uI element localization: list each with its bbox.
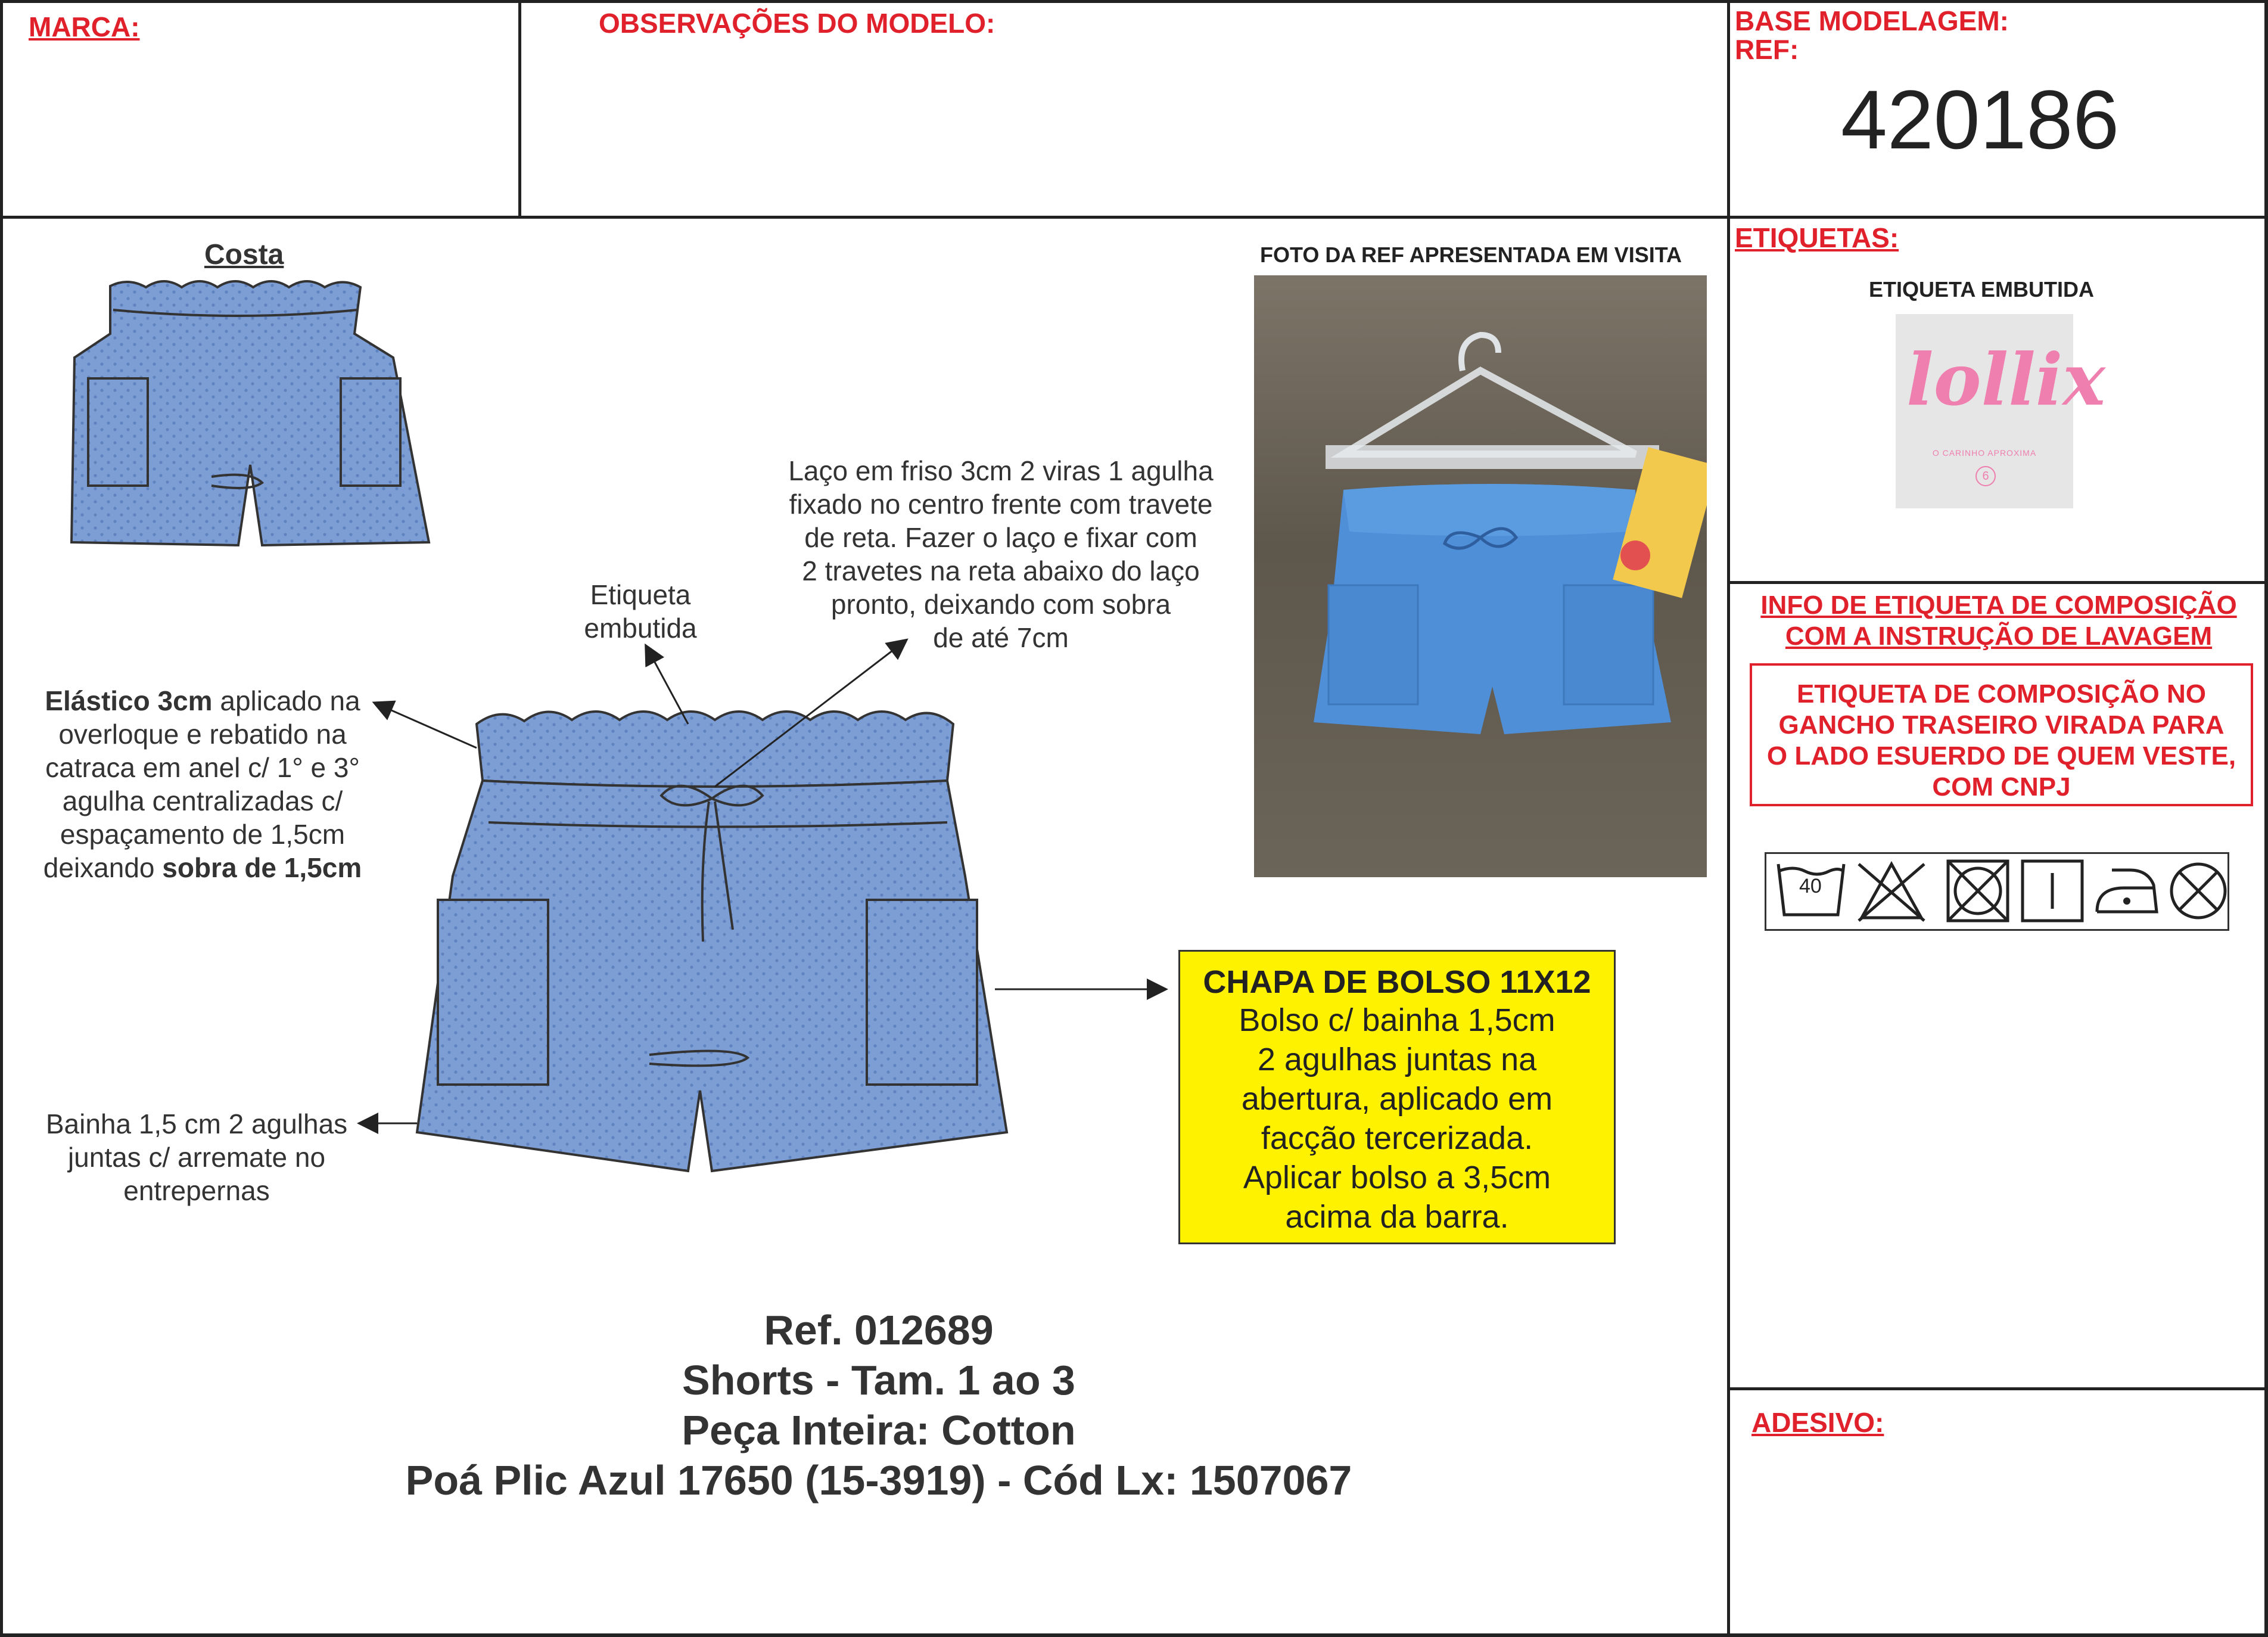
composition-box: ETIQUETA DE COMPOSIÇÃO NO GANCHO TRASEIRO VIRADA PARA O LADO ESUERDO DE QUEM VESTE, COM CNPJ <box>1750 663 2253 806</box>
elastico-note: Elástico 3cm aplicado na overloque e rebatido na catraca em anel c/ 1° e 3° agulha centralizadas c/ espaçamento de 1,5cm deixando sobra de 1,5cm <box>43 685 362 883</box>
etiqueta-embutida-label: ETIQUETA EMBUTIDA <box>1869 277 2094 302</box>
product-name: Shorts - Tam. 1 ao 3 <box>682 1357 1075 1403</box>
product-piece: Peça Inteira: Cotton <box>682 1407 1076 1453</box>
ref-number: 420186 <box>1841 73 2120 166</box>
product-ref: Ref. 012689 <box>764 1307 994 1353</box>
laco-note: Laço em friso 3cm 2 viras 1 agulha fixado no centro frente com travete de reta. Fazer o laço e fixar com 2 travetes na reta abaixo do laço pronto, deixando com sobra de até 7cm <box>788 455 1214 653</box>
etiqueta-note: Etiqueta embutida <box>584 579 697 644</box>
no-bleach-icon <box>1859 864 1924 921</box>
photo-caption: FOTO DA REF APRESENTADA EM VISITA <box>1260 243 1682 267</box>
back-view-label: Costa <box>204 239 284 271</box>
pocket-spec-line: abertura, aplicado em <box>1241 1081 1553 1117</box>
bainha-note: Bainha 1,5 cm 2 agulhas juntas c/ arremate no entrepernas <box>45 1108 348 1206</box>
brand-tagline: O CARINHO APROXIMA <box>1932 448 2037 458</box>
brand-badge: 6 <box>1975 466 1996 486</box>
brand-logo: lollix <box>1906 338 2105 422</box>
no-tumble-dry-icon <box>1948 861 2008 921</box>
base-modelagem-label: BASE MODELAGEM: <box>1735 5 2009 36</box>
product-fabric: Poá Plic Azul 17650 (15-3919) - Cód Lx: 1507067 <box>405 1457 1352 1504</box>
info-title: INFO DE ETIQUETA DE COMPOSIÇÃO COM A INSTRUÇÃO DE LAVAGEM <box>1760 591 2237 651</box>
observacoes-label: OBSERVAÇÕES DO MODELO: <box>599 8 995 39</box>
no-dry-clean-icon <box>2171 864 2225 918</box>
etiquetas-label: ETIQUETAS: <box>1735 222 1899 253</box>
pocket-spec-line: Aplicar bolso a 3,5cm <box>1243 1160 1551 1195</box>
marca-label: MARCA: <box>29 11 140 42</box>
wash-temp-label: 40 <box>1799 875 1822 897</box>
iron-low-icon <box>2097 870 2157 912</box>
pocket-spec-line: Bolso c/ bainha 1,5cm <box>1239 1002 1555 1038</box>
line-dry-icon <box>2023 861 2082 921</box>
pocket-spec-line: acima da barra. <box>1285 1199 1509 1235</box>
pocket-spec-line: facção tercerizada. <box>1261 1120 1533 1156</box>
pocket-spec-line: 2 agulhas juntas na <box>1257 1042 1537 1077</box>
ref-label: REF: <box>1735 34 1799 65</box>
pocket-spec-title: CHAPA DE BOLSO 11X12 <box>1203 964 1591 1000</box>
adesivo-label: ADESIVO: <box>1751 1407 1884 1438</box>
